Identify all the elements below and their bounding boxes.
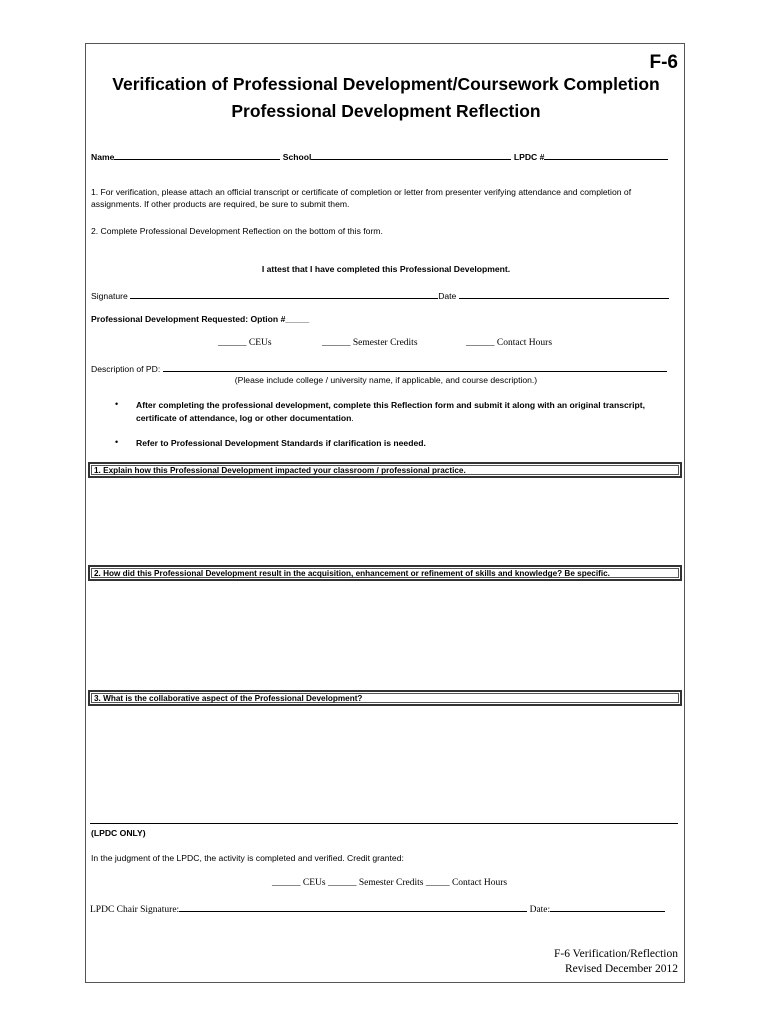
signature-label: Signature bbox=[91, 291, 128, 301]
signature-field[interactable] bbox=[130, 289, 438, 299]
instruction-2: 2. Complete Professional Development Reflection on the bottom of this form. bbox=[91, 226, 383, 236]
lpdc-date-label: Date: bbox=[529, 905, 551, 915]
footer-form-name: F-6 Verification/Reflection bbox=[553, 948, 678, 960]
attest-statement: I attest that I have completed this Professional Development. bbox=[261, 264, 511, 274]
lpdc-only-header: (LPDC ONLY) bbox=[91, 828, 146, 838]
question-3-answer-area[interactable] bbox=[88, 708, 682, 820]
lpdc-credits-granted: ______ CEUs ______ Semester Credits _____ Contact Hours bbox=[272, 878, 508, 888]
form-page bbox=[85, 43, 685, 983]
school-field[interactable] bbox=[311, 150, 511, 160]
question-2-header: 2. How did this Professional Development result in the acquisition, enhancement or refinement of skills and knowledge? Be specific. bbox=[88, 565, 682, 581]
bullet-2-icon: • bbox=[115, 437, 119, 447]
question-3-header: 3. What is the collaborative aspect of the Professional Development? bbox=[88, 690, 682, 706]
instruction-1: 1. For verification, please attach an official transcript or certificate of completion or letter from presenter verifying attendance and completion of assignments. If other products are required, be sure to submit them. bbox=[91, 187, 632, 209]
semester-credits-option: ______ Semester Credits bbox=[322, 338, 418, 348]
bullet-1-line-1: After completing the professional development, complete this Reflection form and submit it along with an original transcript, bbox=[136, 400, 645, 410]
description-label: Description of PD: bbox=[91, 364, 161, 374]
bullet-1-icon: • bbox=[115, 399, 119, 409]
lpdc-judgment: In the judgment of the LPDC, the activity is completed and verified. Credit granted: bbox=[91, 853, 404, 863]
ceus-option: ______ CEUs bbox=[218, 338, 272, 348]
lpdc-chair-signature-field[interactable] bbox=[179, 902, 527, 912]
contact-hours-option: ______ Contact Hours bbox=[466, 338, 553, 348]
form-id: F-6 bbox=[649, 52, 678, 73]
name-row bbox=[91, 150, 668, 162]
bullet-1-line-2 bbox=[136, 413, 354, 423]
bullet-1-documents: certificate of attendance, log or other documentation bbox=[136, 413, 352, 423]
footer-revised-date: Revised December 2012 bbox=[564, 963, 678, 975]
form-subtitle: Professional Development Reflection bbox=[231, 101, 541, 121]
pd-requested: Professional Development Requested: Option #_____ bbox=[91, 314, 310, 324]
bullet-1-period: . bbox=[351, 413, 354, 423]
name-label: Name bbox=[91, 152, 115, 162]
lpdc-date-field[interactable] bbox=[550, 902, 665, 912]
date-field[interactable] bbox=[459, 289, 669, 299]
question-2-answer-area[interactable] bbox=[88, 583, 682, 689]
signature-row bbox=[91, 289, 669, 301]
lpdc-number-label: LPDC # bbox=[513, 152, 545, 162]
question-1-header: 1. Explain how this Professional Development impacted your classroom / professional practice. bbox=[88, 462, 682, 478]
form-title: Verification of Professional Development/Coursework Completion bbox=[112, 74, 660, 94]
lpdc-chair-label: LPDC Chair Signature: bbox=[90, 905, 180, 915]
description-field[interactable] bbox=[163, 362, 667, 372]
description-note: (Please include college / university name, if applicable, and course description.) bbox=[234, 375, 538, 385]
date-label: Date bbox=[438, 291, 457, 301]
bullet-2: Refer to Professional Development Standards if clarification is needed. bbox=[136, 438, 426, 448]
school-label: School bbox=[282, 152, 312, 162]
lpdc-divider bbox=[90, 823, 678, 824]
name-field[interactable] bbox=[114, 150, 280, 160]
question-1-answer-area[interactable] bbox=[88, 480, 682, 564]
description-row bbox=[91, 362, 667, 374]
lpdc-chair-row bbox=[90, 902, 665, 915]
lpdc-number-field[interactable] bbox=[544, 150, 668, 160]
